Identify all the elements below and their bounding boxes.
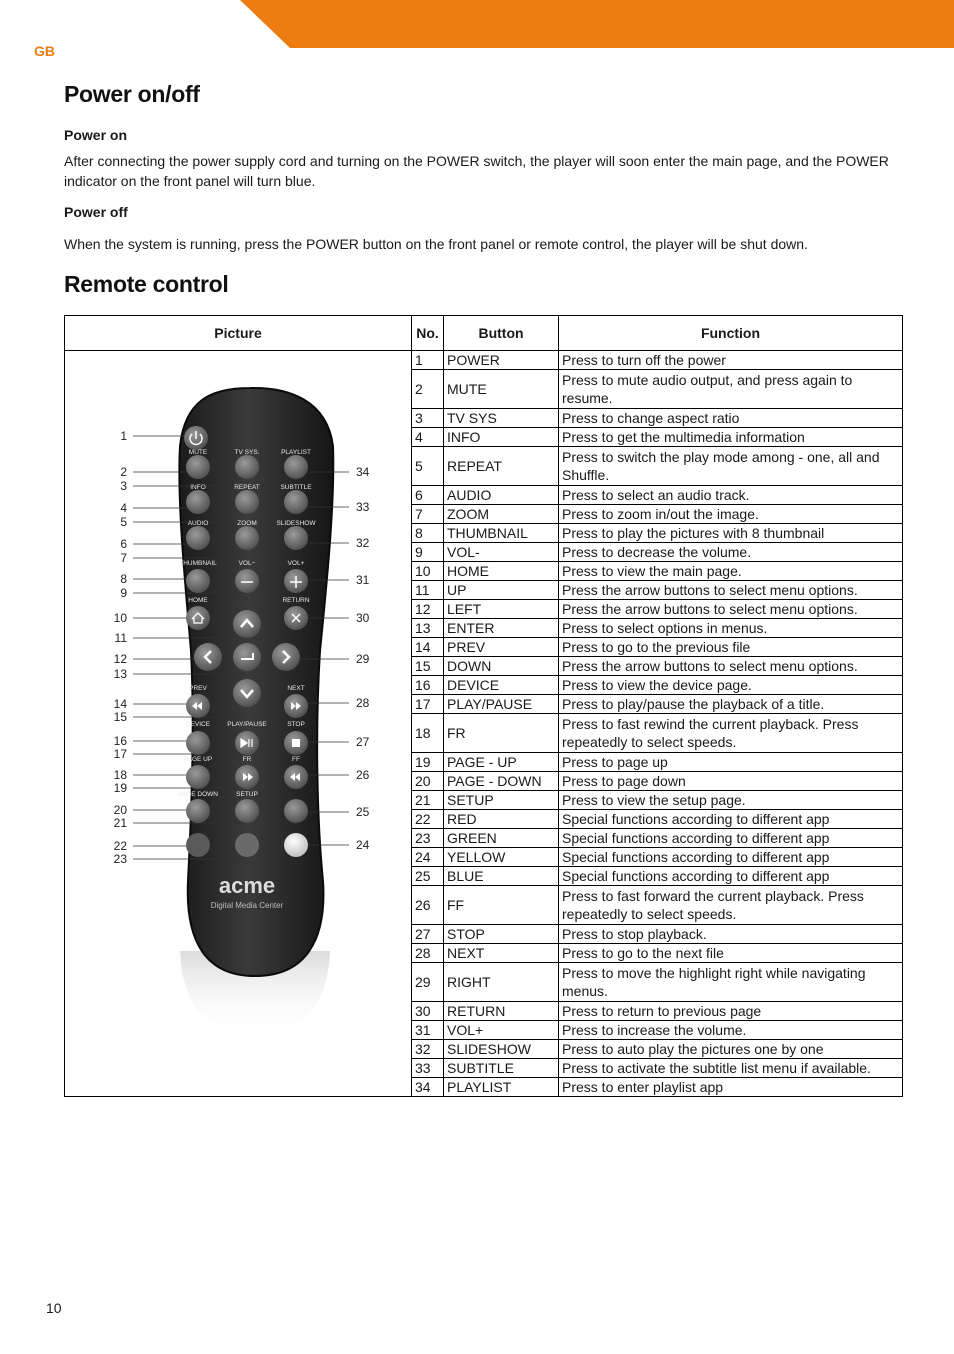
cell-button: STOP: [444, 925, 559, 944]
cell-button: AUDIO: [444, 486, 559, 505]
subtitle-key-label: SUBTITLE: [280, 484, 312, 491]
subtitle-key: [284, 490, 308, 514]
yellow-key: [284, 833, 308, 857]
thumbnail-key: [186, 569, 210, 593]
cell-no: 20: [412, 772, 444, 791]
power-off-text: When the system is running, press the POWER button on the front panel or remote control, the player will be shut down.: [64, 236, 808, 252]
header-button: Button: [444, 316, 559, 351]
pageup-key: [186, 765, 210, 789]
power-section-title: Power on/off: [64, 81, 200, 107]
stop-icon: [292, 739, 300, 747]
cell-button: POWER: [444, 351, 559, 370]
home-key: [186, 606, 210, 630]
up-key: [233, 610, 261, 638]
cell-no: 10: [412, 562, 444, 581]
repeat-key-label: REPEAT: [234, 484, 260, 491]
callout-label-right: 26: [356, 768, 370, 782]
cell-button: RIGHT: [444, 963, 559, 1002]
callout-label-right: 25: [356, 805, 370, 819]
cell-no: 11: [412, 581, 444, 600]
remote-control-image: [65, 351, 412, 1073]
next-key-label: NEXT: [287, 685, 305, 692]
cell-button: ZOOM: [444, 505, 559, 524]
setup-key: [235, 799, 259, 823]
cell-no: 21: [412, 791, 444, 810]
slideshow-key: [284, 526, 308, 550]
cell-button: GREEN: [444, 829, 559, 848]
cell-button: SUBTITLE: [444, 1059, 559, 1078]
cell-no: 14: [412, 638, 444, 657]
callout-label-left: 5: [120, 515, 127, 529]
callout-label-left: 14: [113, 697, 127, 711]
callout-label-left: 16: [113, 734, 127, 748]
cell-no: 34: [412, 1078, 444, 1097]
audio-key: [186, 526, 210, 550]
callout-label-left: 13: [113, 667, 127, 681]
pageup-key-label: PAGE UP: [183, 756, 213, 763]
volminus-key-label: VOL−: [238, 560, 256, 567]
left-key: [194, 643, 222, 671]
down-key: [233, 679, 261, 707]
cell-no: 17: [412, 695, 444, 714]
cell-function: Press to decrease the volume.: [559, 543, 903, 562]
cell-function: Press to enter playlist app: [559, 1078, 903, 1097]
cell-function: Press the arrow buttons to select menu options.: [559, 581, 903, 600]
cell-no: 31: [412, 1021, 444, 1040]
slideshow-key-label: SLIDESHOW: [276, 520, 316, 527]
cell-no: 3: [412, 409, 444, 428]
cell-button: PLAY/PAUSE: [444, 695, 559, 714]
table-header-row: [65, 316, 903, 351]
cell-function: Press to go to the previous file: [559, 638, 903, 657]
cell-function: Press to get the multimedia information: [559, 428, 903, 447]
callout-label-left: 19: [113, 781, 127, 795]
cell-function: Press to select an audio track.: [559, 486, 903, 505]
device-key: [186, 731, 210, 755]
cell-function: Press to change aspect ratio: [559, 409, 903, 428]
header-picture: Picture: [65, 316, 412, 351]
cell-button: HOME: [444, 562, 559, 581]
cell-function: Press to mute audio output, and press again to resume.: [559, 370, 903, 409]
cell-no: 6: [412, 486, 444, 505]
cell-no: 13: [412, 619, 444, 638]
cell-function: Press to turn off the power: [559, 351, 903, 370]
cell-button: PREV: [444, 638, 559, 657]
cell-function: Press to view the main page.: [559, 562, 903, 581]
cell-function: Press to activate the subtitle list menu if available.: [559, 1059, 903, 1078]
callout-label-right: 31: [356, 573, 370, 587]
callout-label-right: 27: [356, 735, 370, 749]
cell-button: PAGE - DOWN: [444, 772, 559, 791]
audio-key-label: AUDIO: [187, 520, 209, 527]
cell-function: Press to go to the next file: [559, 944, 903, 963]
cell-function: Special functions according to different app: [559, 848, 903, 867]
callout-label-left: 23: [113, 852, 127, 866]
language-code: GB: [34, 43, 55, 59]
cell-no: 5: [412, 447, 444, 486]
playpause-key-label: PLAY/PAUSE: [227, 721, 267, 728]
cell-button: SETUP: [444, 791, 559, 810]
playlist-key: [284, 455, 308, 479]
info-key-label: INFO: [190, 484, 206, 491]
cell-button: NEXT: [444, 944, 559, 963]
cell-no: 2: [412, 370, 444, 409]
return-key-label: RETURN: [282, 597, 310, 604]
callout-label-right: 33: [356, 500, 370, 514]
callout-label-left: 2: [120, 465, 127, 479]
green-key: [235, 833, 259, 857]
cell-no: 4: [412, 428, 444, 447]
tvsys-key: [235, 455, 259, 479]
cell-button: BLUE: [444, 867, 559, 886]
callout-label-right: 28: [356, 696, 370, 710]
power-off-heading: Power off: [64, 204, 128, 220]
cell-function: Press to page down: [559, 772, 903, 791]
mute-key: [186, 455, 210, 479]
cell-no: 23: [412, 829, 444, 848]
cell-button: MUTE: [444, 370, 559, 409]
callout-label-left: 12: [113, 652, 127, 666]
callout-label-left: 18: [113, 768, 127, 782]
cell-function: Press to select options in menus.: [559, 619, 903, 638]
cell-no: 29: [412, 963, 444, 1002]
cell-button: FR: [444, 714, 559, 753]
cell-no: 18: [412, 714, 444, 753]
red-key: [186, 833, 210, 857]
cell-button: TV SYS: [444, 409, 559, 428]
info-key: [186, 490, 210, 514]
cell-no: 30: [412, 1002, 444, 1021]
callout-label-left: 6: [120, 537, 127, 551]
thumbnail-key-label: THUMBNAIL: [179, 560, 217, 567]
prev-key-label: PREV: [189, 685, 207, 692]
cell-function: Press to increase the volume.: [559, 1021, 903, 1040]
cell-button: PAGE - UP: [444, 753, 559, 772]
cell-no: 27: [412, 925, 444, 944]
cell-no: 16: [412, 676, 444, 695]
cell-no: 15: [412, 657, 444, 676]
cell-no: 1: [412, 351, 444, 370]
enter-key: [233, 643, 261, 671]
cell-no: 24: [412, 848, 444, 867]
page-number: 10: [46, 1300, 62, 1316]
cell-button: PLAYLIST: [444, 1078, 559, 1097]
callout-label-left: 7: [120, 551, 127, 565]
cell-no: 32: [412, 1040, 444, 1059]
cell-function: Press to view the device page.: [559, 676, 903, 695]
remote-picture-cell: [65, 351, 412, 1097]
cell-function: Press to stop playback.: [559, 925, 903, 944]
callout-label-right: 29: [356, 652, 370, 666]
brand-logo: acme: [218, 873, 276, 898]
cell-button: YELLOW: [444, 848, 559, 867]
cell-no: 8: [412, 524, 444, 543]
cell-function: Press to auto play the pictures one by one: [559, 1040, 903, 1059]
volplus-key-label: VOL+: [287, 560, 305, 567]
cell-no: 28: [412, 944, 444, 963]
cell-no: 7: [412, 505, 444, 524]
cell-function: Press to fast forward the current playback. Press repeatedly to select speeds.: [559, 886, 903, 925]
cell-button: INFO: [444, 428, 559, 447]
header-function: Function: [559, 316, 903, 351]
pagedown-key-label: PAGE DOWN: [178, 791, 218, 798]
callout-label-left: 22: [113, 839, 127, 853]
cell-function: Special functions according to different app: [559, 810, 903, 829]
cell-button: DOWN: [444, 657, 559, 676]
callout-label-right: 30: [356, 611, 370, 625]
power-on-text: After connecting the power supply cord and turning on the POWER switch, the player will soon enter the main page, and the POWER indicator on the front panel will turn blue.: [64, 153, 889, 189]
callout-label-right: 24: [356, 838, 370, 852]
callout-label-left: 10: [113, 611, 127, 625]
ff-key-label: FF: [292, 756, 300, 763]
cell-function: Press the arrow buttons to select menu options.: [559, 600, 903, 619]
cell-no: 33: [412, 1059, 444, 1078]
power-on-heading: Power on: [64, 127, 128, 143]
callout-label-left: 4: [120, 501, 127, 515]
cell-button: ENTER: [444, 619, 559, 638]
cell-no: 9: [412, 543, 444, 562]
cell-button: RED: [444, 810, 559, 829]
cell-button: DEVICE: [444, 676, 559, 695]
cell-no: 26: [412, 886, 444, 925]
cell-function: Press to view the setup page.: [559, 791, 903, 810]
callout-label-left: 11: [114, 631, 127, 645]
cell-function: Press the arrow buttons to select menu options.: [559, 657, 903, 676]
callout-label-left: 1: [120, 429, 127, 443]
header-no: No.: [412, 316, 444, 351]
device-key-label: DEVICE: [185, 721, 211, 728]
callout-label-left: 3: [120, 479, 127, 493]
cell-button: VOL-: [444, 543, 559, 562]
header-accent-band: [0, 0, 954, 50]
table-row: [65, 351, 903, 370]
callout-label-left: 9: [120, 586, 127, 600]
callout-label-left: 15: [113, 710, 127, 724]
zoom-key: [235, 526, 259, 550]
callout-label-right: 32: [356, 536, 370, 550]
callout-label-left: 21: [113, 816, 127, 830]
cell-button: THUMBNAIL: [444, 524, 559, 543]
cell-button: VOL+: [444, 1021, 559, 1040]
brand-subtitle: Digital Media Center: [210, 901, 284, 910]
cell-function: Press to move the highlight right while navigating menus.: [559, 963, 903, 1002]
cell-function: Press to return to previous page: [559, 1002, 903, 1021]
blank-key: [284, 799, 308, 823]
fr-key-label: FR: [242, 756, 252, 763]
callout-label-right: 34: [356, 465, 370, 479]
cell-no: 25: [412, 867, 444, 886]
remote-control-table: [64, 315, 903, 1097]
repeat-key: [235, 490, 259, 514]
callout-label-left: 20: [113, 803, 127, 817]
setup-key-label: SETUP: [236, 791, 258, 798]
cell-function: Press to fast rewind the current playback. Press repeatedly to select speeds.: [559, 714, 903, 753]
callout-label-left: 17: [113, 747, 127, 761]
stop-key-label: STOP: [287, 721, 305, 728]
mute-key-label: MUTE: [188, 449, 208, 456]
cell-button: RETURN: [444, 1002, 559, 1021]
cell-function: Press to play the pictures with 8 thumbnail: [559, 524, 903, 543]
cell-function: Special functions according to different app: [559, 867, 903, 886]
cell-button: REPEAT: [444, 447, 559, 486]
cell-function: Press to switch the play mode among - one, all and Shuffle.: [559, 447, 903, 486]
home-key-label: HOME: [188, 597, 208, 604]
pagedown-key: [186, 799, 210, 823]
cell-button: FF: [444, 886, 559, 925]
cell-function: Press to zoom in/out the image.: [559, 505, 903, 524]
cell-function: Special functions according to different app: [559, 829, 903, 848]
zoom-key-label: ZOOM: [237, 520, 257, 527]
cell-no: 22: [412, 810, 444, 829]
callout-label-left: 8: [120, 572, 127, 586]
tvsys-key-label: TV SYS.: [234, 449, 260, 456]
right-key: [272, 643, 300, 671]
playlist-key-label: PLAYLIST: [281, 449, 311, 456]
cell-no: 19: [412, 753, 444, 772]
cell-button: UP: [444, 581, 559, 600]
cell-function: Press to page up: [559, 753, 903, 772]
cell-no: 12: [412, 600, 444, 619]
cell-button: SLIDESHOW: [444, 1040, 559, 1059]
cell-button: LEFT: [444, 600, 559, 619]
cell-function: Press to play/pause the playback of a title.: [559, 695, 903, 714]
volminus-key: [235, 569, 259, 593]
remote-section-title: Remote control: [64, 271, 229, 297]
